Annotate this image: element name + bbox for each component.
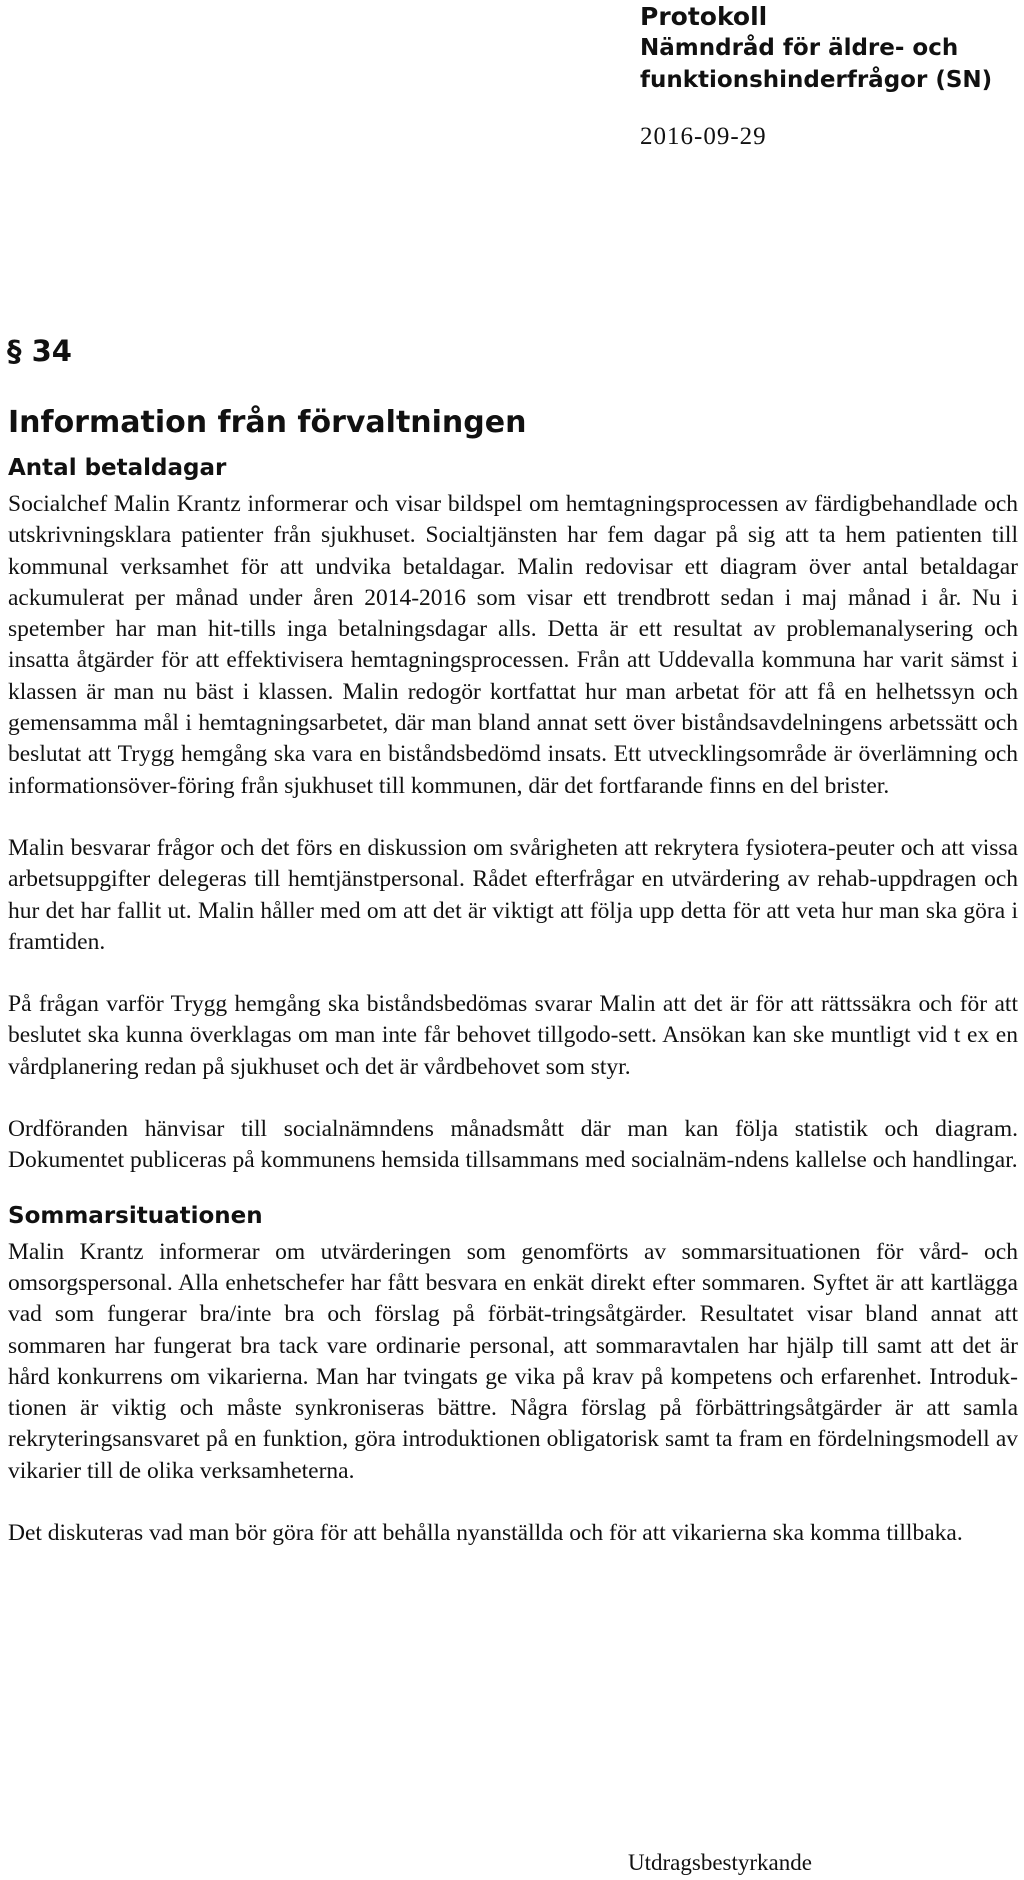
paragraph: Malin Krantz informerar om utvärderingen som genomförts av sommarsituationen för vård- och omsorgspersonal. Alla enhetschefer har fått besvara en enkät direkt efter sommaren. Syftet är att kartlägga vad som fungerar bra/inte bra och förslag på förbät-tringsåtgärder. Resultatet visar bland annat att sommaren har fungerat bra tack vare ordinarie personal, att sommaravtalen har hjälp till samt att det är hård konkurrens om vikarierna. Man har tvingats ge vika på krav på kompetens och erfarenhet. Introduk-tionen är viktig och måste synkroniseras bättre. Några förslag på förbättringsåtgärder är att samla rekryteringsansvaret på en funktion, göra introduktionen obligatorisk samt ta fram en fördelningsmodell av vikarier till de olika verksamheterna.: [8, 1238, 1018, 1484]
subsection-antal-betaldagar: [8, 453, 1018, 1177]
paragraph: Socialchef Malin Krantz informerar och visar bildspel om hemtagningsprocessen av färdigbehandlade och utskrivningsklara patienter från sjukhuset. Socialtjänsten har fem dagar på sig att ta hem patienten till kommunal verksamhet för att undvika betaldagar. Malin redovisar ett diagram över antal betaldagar ackumulerat per månad under åren 2014-2016 som visar ett trendbrott sedan i maj månad i år. Nu i spetember har man hit-tills inga betalningsdagar alls. Detta är ett resultat av problemanalysering och insatta åtgärder för att effektivisera hemtagningsprocessen. Från att Uddevalla kommuna har varit sämst i klassen är man nu bäst i klassen. Malin redogör kortfattat hur man arbetat för att få en helhetssyn och gemensamma mål i hemtagningsarbetet, där man bland annat sett över biståndsavdelningens arbetssätt och beslutat att Trygg hemgång ska vara en biståndsbedömd insats. Ett utvecklingsområde är överlämning och informationsöver-föring från sjukhuset till kommunen, där det fortfarande finns en del brister.: [8, 491, 1018, 799]
committee-name-line2: funktionshinderfrågor (SN): [640, 67, 993, 93]
meeting-date: 2016-09-29: [640, 123, 767, 150]
document-header: [640, 2, 1010, 152]
section-content: [8, 403, 1018, 1549]
subsection-sommarsituationen: [8, 1201, 1018, 1550]
subsection-heading: Antal betaldagar: [8, 455, 227, 481]
paragraph: Malin besvarar frågor och det förs en diskussion om svårigheten att rekrytera fysiotera-peuter och att vissa arbetsuppgifter delegeras till hemtjänstpersonal. Rådet efterfrågar en utvärdering av rehab-uppdragen och hur det har fallit ut. Malin håller med om att det är viktigt att följa upp detta för att veta hur man ska göra i framtiden.: [8, 834, 1018, 955]
document-type: Protokoll: [640, 2, 768, 31]
committee-name-line1: Nämndråd för äldre- och: [640, 35, 959, 61]
subsection-heading: Sommarsituationen: [8, 1202, 263, 1229]
section-title: Information från förvaltningen: [8, 405, 527, 440]
paragraph: På frågan varför Trygg hemgång ska biståndsbedömas svarar Malin att det är för att rättssäkra och för att beslutet ska kunna överklagas om man inte får behovet tillgodo-sett. Ansökan kan ske muntligt vid t ex en vårdplanering redan på sjukhuset och det är vårdbehovet som styr.: [8, 991, 1018, 1080]
paragraph-number: § 34: [7, 334, 72, 368]
certification-label: Utdragsbestyrkande: [628, 1850, 812, 1875]
paragraph: Ordföranden hänvisar till socialnämndens månadsmått där man kan följa statistik och diagram. Dokumentet publiceras på kommunens hemsida tillsammans med socialnäm-ndens kallelse och handlingar.: [8, 1116, 1018, 1174]
paragraph: Det diskuteras vad man bör göra för att behålla nyanställda och för att vikarierna ska komma tillbaka.: [8, 1520, 963, 1547]
